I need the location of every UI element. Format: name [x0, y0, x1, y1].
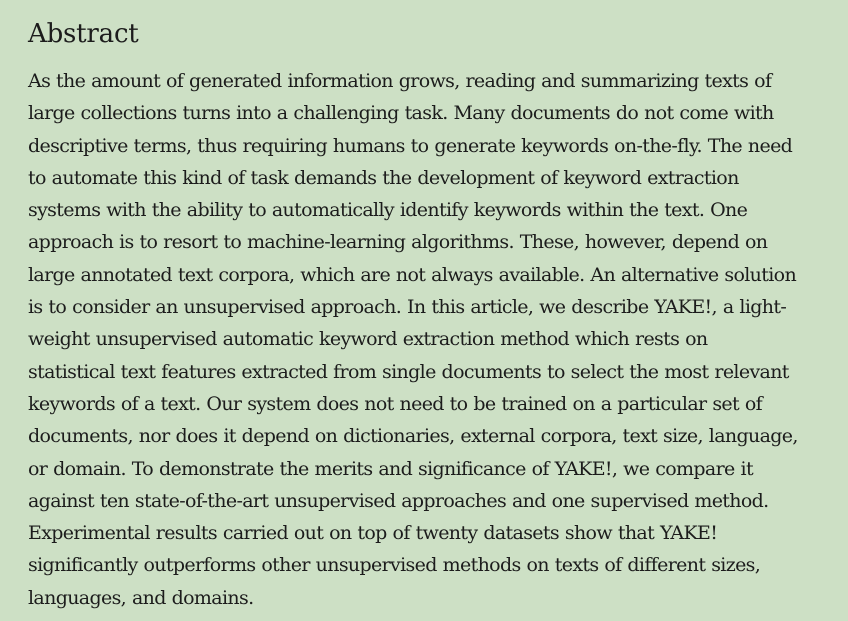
- abstract-line: to automate this kind of task demands the development of keyword extraction: [28, 166, 739, 189]
- abstract-line: systems with the ability to automatically identify keywords within the text. One: [28, 199, 748, 222]
- abstract-heading: Abstract: [28, 19, 139, 49]
- abstract-line: Experimental results carried out on top of twenty datasets show that YAKE!: [28, 522, 718, 545]
- abstract-line: significantly outperforms other unsupervised methods on texts of different sizes,: [28, 554, 761, 577]
- abstract-line: languages, and domains.: [28, 586, 254, 609]
- abstract-line: weight unsupervised automatic keyword extraction method which rests on: [28, 328, 708, 351]
- abstract-line: statistical text features extracted from single documents to select the most relevant: [28, 360, 789, 383]
- abstract-line: descriptive terms, thus requiring humans to generate keywords on-the-fly. The need: [28, 134, 793, 157]
- abstract-body: [28, 65, 798, 614]
- abstract-line: or domain. To demonstrate the merits and significance of YAKE!, we compare it: [28, 457, 753, 480]
- abstract-line: against ten state-of-the-art unsupervised approaches and one supervised method.: [28, 489, 769, 512]
- abstract-line: large collections turns into a challenging task. Many documents do not come with: [28, 102, 774, 125]
- abstract-line: large annotated text corpora, which are not always available. An alternative solution: [28, 263, 797, 286]
- abstract-line: approach is to resort to machine-learning algorithms. These, however, depend on: [28, 231, 768, 254]
- abstract-line: documents, nor does it depend on dictionaries, external corpora, text size, language,: [28, 425, 798, 448]
- abstract-line: As the amount of generated information grows, reading and summarizing texts of: [28, 70, 772, 92]
- abstract-line: is to consider an unsupervised approach. In this article, we describe YAKE!, a light-: [28, 296, 787, 319]
- abstract-line: keywords of a text. Our system does not need to be trained on a particular set of: [28, 392, 763, 415]
